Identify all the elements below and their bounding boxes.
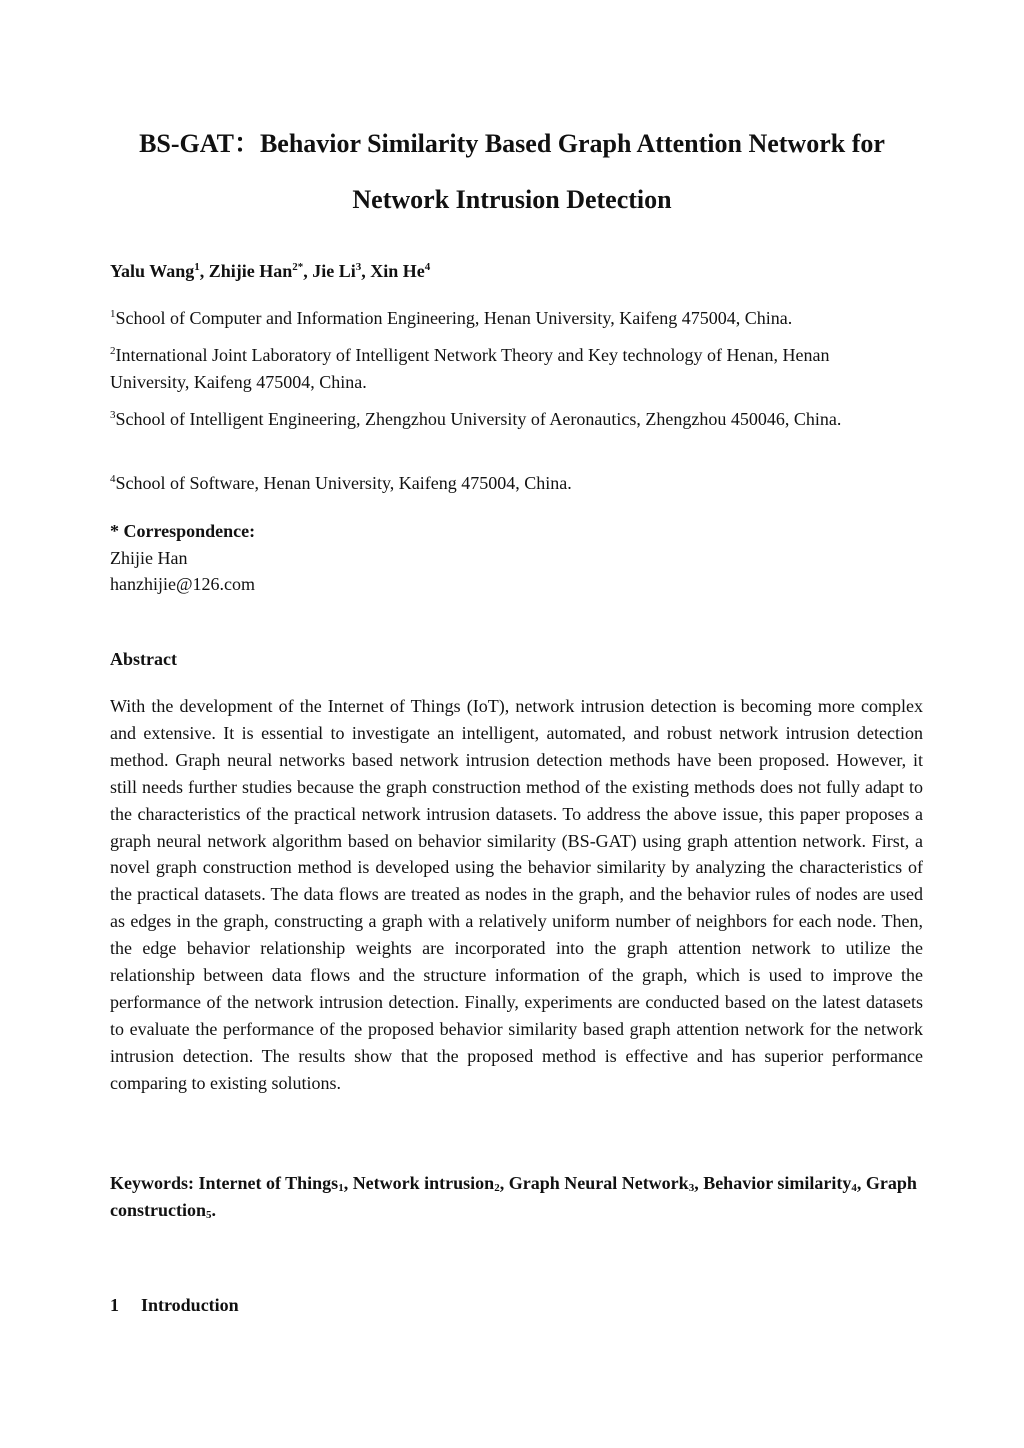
keyword-index: 5 — [206, 1209, 212, 1221]
affiliation-mark: 1 — [110, 308, 116, 320]
keyword: Internet of Things — [198, 1173, 339, 1193]
affiliation-text: School of Computer and Information Engineering, Henan University, Kaifeng 475004, China. — [115, 308, 793, 328]
author-name: Xin He — [370, 261, 425, 281]
keyword: Behavior similarity — [703, 1173, 852, 1193]
paper-title-line-2: Network Intrusion Detection — [352, 185, 672, 214]
author-affiliation-mark: 1 — [194, 261, 200, 273]
author-name: Jie Li — [312, 261, 356, 281]
affiliation-mark: 4 — [110, 473, 116, 485]
correspondence-block — [110, 518, 255, 598]
keywords-line: Keywords: Internet of Things$_1$, Network intrusion$_2$, Graph Neural Network$_3$, Behavior similarity$_4$, Graph construction$_5$. — [110, 1173, 917, 1221]
author-affiliation-mark: 3 — [355, 261, 362, 273]
affiliation-3 — [110, 406, 910, 433]
affiliation-mark: 2 — [110, 345, 116, 357]
correspondence-name: Zhijie Han — [110, 547, 188, 568]
section-title: Introduction — [141, 1295, 239, 1315]
keyword-index: 2 — [494, 1182, 500, 1194]
correspondence-label: * Correspondence: — [110, 521, 256, 541]
affiliation-text: School of Software, Henan University, Kaifeng 475004, China. — [115, 473, 572, 493]
affiliation-text: International Joint Laboratory of Intelligent Network Theory and Key technology of Henan, Henan University, Kaifeng 475004, China. — [110, 345, 830, 392]
author-name: Zhijie Han — [208, 261, 293, 281]
keyword: Graph Neural Network — [508, 1173, 689, 1193]
abstract-text: With the development of the Internet of Things (IoT), network intrusion detection is becoming more complex and extensive. It is essential to investigate an intelligent, automated, and robust network intrusion detection method. Graph neural networks based network intrusion detection methods have been proposed. However, it still needs further studies because the graph construction method of the existing methods does not fully adapt to the characteristics of the practical network intrusion datasets. To address the above issue, this paper proposes a graph neural network algorithm based on behavior similarity (BS-GAT) using graph attention network. First, a novel graph construction method is developed using the behavior similarity by analyzing the characteristics of the practical datasets. The data flows are treated as nodes in the graph, and the behavior rules of nodes are used as edges in the graph, constructing a graph with a relatively uniform number of neighbors for each node. Then, the edge behavior relationship weights are incorporated into the graph attention network to utilize the relationship between data flows and the structure information of the graph, which is used to improve the performance of the network intrusion detection. Finally, experiments are conducted based on the latest datasets to evaluate the performance of the proposed behavior similarity based graph attention network for the network intrusion detection. The results show that the proposed method is effective and has superior performance comparing to existing solutions. — [110, 696, 923, 1093]
keyword: Network intrusion — [352, 1173, 495, 1193]
author-name: Yalu Wang — [110, 261, 195, 281]
affiliation-mark: 3 — [110, 409, 116, 421]
keyword: Graph construction — [110, 1173, 917, 1220]
affiliation-2 — [110, 342, 910, 395]
affiliation-1 — [110, 305, 910, 332]
keyword-index: 4 — [851, 1182, 857, 1194]
keyword-index: 1 — [338, 1182, 344, 1194]
affiliation-4 — [110, 470, 910, 497]
author-affiliation-mark: 4 — [424, 261, 431, 273]
affiliation-text: School of Intelligent Engineering, Zhengzhou University of Aeronautics, Zhengzhou 450046, China. — [115, 409, 842, 429]
section-number: 1 — [110, 1295, 119, 1315]
section-heading-introduction — [110, 1292, 239, 1318]
keyword-index: 3 — [688, 1182, 695, 1194]
author-affiliation-mark: 2* — [292, 261, 304, 273]
keywords-label: Keywords: — [110, 1173, 194, 1193]
author-list: Yalu Wang$^1$, Zhijie Han$^{2*}$, Jie Li$^3$, Xin He$^4$ — [110, 261, 431, 281]
abstract-heading: Abstract — [110, 649, 177, 669]
paper-title-line-1: BS-GAT：Behavior Similarity Based Graph Attention Network for — [139, 129, 885, 158]
correspondence-email[interactable]: hanzhijie@126.com — [110, 574, 256, 594]
